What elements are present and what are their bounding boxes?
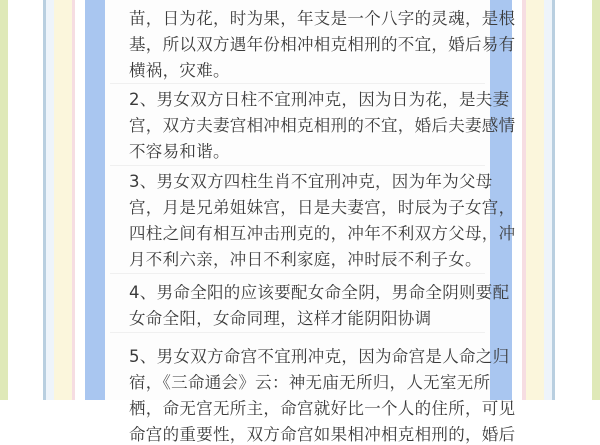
text-line: 宿，《三命通会》云：神无庙无所归，人无室无所 — [129, 373, 491, 392]
text-line: 宫，双方夫妻宫相冲相克相刑的不宜，婚后夫妻感情 — [129, 116, 516, 135]
text-line: 不容易和谐。 — [129, 142, 230, 161]
text-line: 3、男女双方四柱生肖不宜刑冲克，因为年为父母 — [129, 172, 493, 191]
text-line: 4、男命全阳的应该要配女命全阴，男命全阴则要配 — [129, 283, 510, 302]
text-line: 5、男女双方命宫不宜刑冲克，因为命宫是人命之归 — [129, 347, 510, 366]
text-line: 四柱之间有相互冲击刑克的，冲年不利双方父母，冲 — [129, 224, 516, 243]
text-line: 宫，月是兄弟姐妹宫，日是夫妻宫，时辰为子女宫， — [129, 198, 516, 217]
text-line: 命宫的重要性，双方命宫如果相冲相克相刑的，婚后 — [129, 425, 516, 444]
text-line: 月不利六亲，冲日不利家庭，冲时辰不利子女。 — [129, 250, 482, 269]
text-line: 女命全阳，女命同理，这样才能阴阳协调 — [129, 309, 432, 328]
divider — [110, 83, 485, 84]
text-line: 栖，命无宫无所主，命宫就好比一个人的住所，可见 — [129, 399, 516, 418]
divider — [110, 273, 485, 274]
text-line: 苗，日为花，时为果，年支是一个八字的灵魂，是根 — [129, 9, 516, 28]
text-line: 基，所以双方遇年份相冲相克相刑的不宜，婚后易有 — [129, 35, 516, 54]
divider — [110, 165, 485, 166]
text-line: 横祸，灾难。 — [129, 61, 230, 80]
text-line: 2、男女双方日柱不宜刑冲克，因为日为花，是夫妻 — [129, 90, 510, 109]
divider — [110, 332, 485, 333]
